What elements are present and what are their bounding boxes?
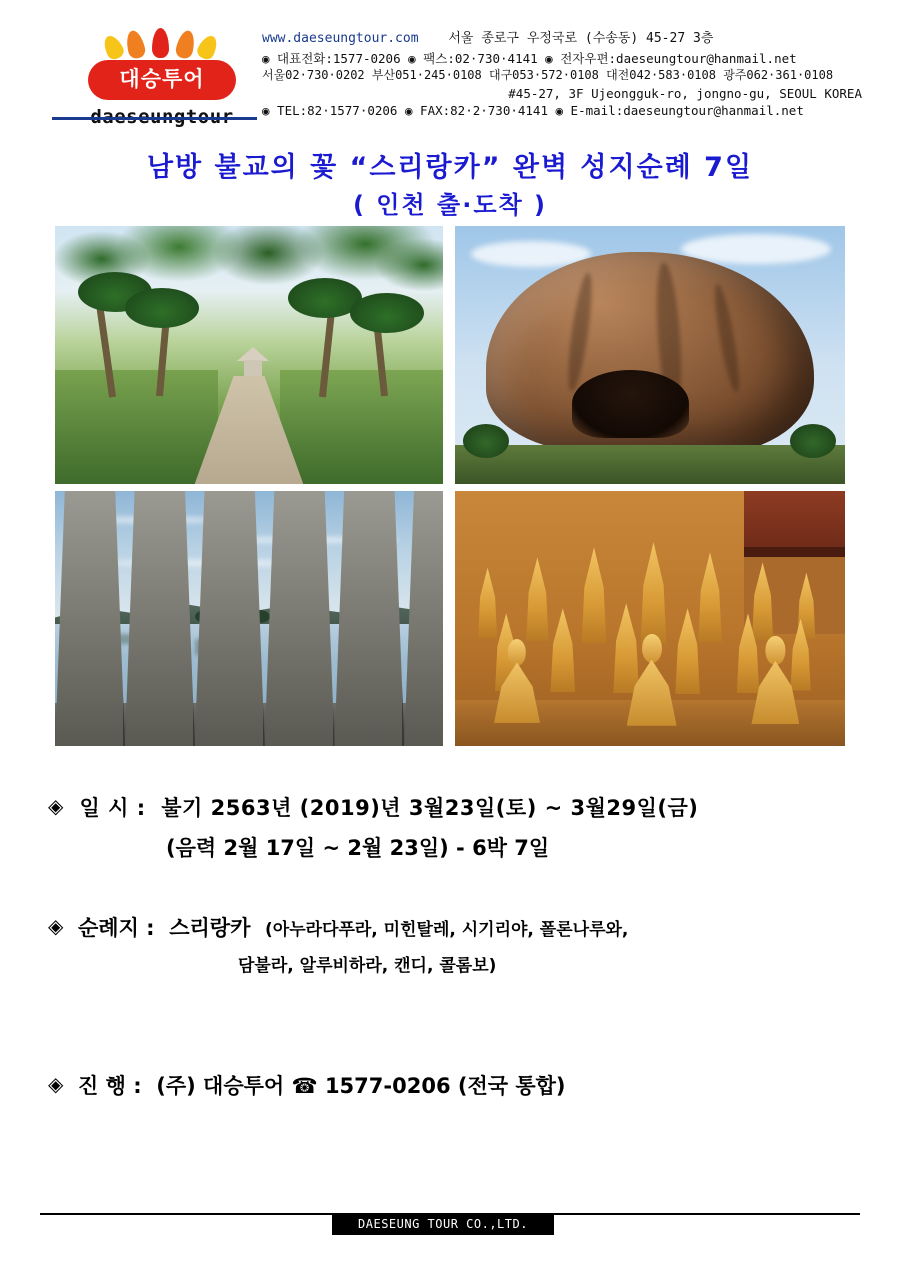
footer-company-badge: DAESEUNG TOUR CO.,LTD. bbox=[332, 1213, 554, 1235]
diamond-bullet-icon: ◈ bbox=[48, 914, 64, 938]
destination-line2: 담불라, 알루비하라, 캔디, 콜롬보) bbox=[238, 956, 497, 976]
flame-logo-icon bbox=[102, 28, 222, 58]
destination-label: 순례지 : bbox=[78, 916, 155, 940]
schedule-line1: 불기 2563년 (2019)년 3월23일(토) ~ 3월29일(금) bbox=[161, 796, 699, 820]
schedule-label: 일 시 : bbox=[79, 796, 146, 820]
destination-line1: (아누라다푸라, 미힌탈레, 시기리야, 폴론나루와, bbox=[265, 920, 629, 940]
golden-buddha-statues-photo bbox=[455, 491, 845, 746]
address-korean: 서울 종로구 우정국로 (수송동) 45-27 3층 bbox=[448, 31, 714, 46]
diamond-bullet-icon: ◈ bbox=[48, 794, 64, 818]
organizer-row bbox=[48, 1070, 878, 1100]
tel-fax-mail-line: ◉ TEL:82·1577·0206 ◉ FAX:82·2·730·4141 ◉ E-mail:daeseungtour@hanmail.net bbox=[262, 103, 804, 118]
lake-at-dawn-photo bbox=[55, 491, 443, 746]
photo-grid bbox=[55, 226, 845, 746]
organizer-value: (주) 대승투어 ☎ 1577-0206 (전국 통합) bbox=[156, 1074, 566, 1098]
website-url[interactable]: www.daeseungtour.com bbox=[262, 31, 419, 46]
branch-phones-line: 서울02·730·0202 부산051·245·0108 대구053·572·0108 대전042·583·0108 광주062·361·0108 bbox=[262, 68, 834, 82]
schedule-row bbox=[48, 792, 868, 862]
contact-block bbox=[262, 30, 862, 120]
address-english: #45-27, 3F Ujeongguk-ro, jongno-gu, SEOUL KOREA bbox=[508, 85, 862, 101]
rep-phone-line: ◉ 대표전화:1577-0206 ◉ 팩스:02·730·4141 ◉ 전자우편:daeseungtour@hanmail.net bbox=[262, 50, 797, 66]
organizer-label: 진 행 : bbox=[78, 1074, 142, 1098]
logo-underline bbox=[52, 117, 257, 120]
title-sub: ( 인천 출·도착 ) bbox=[352, 191, 548, 219]
sigiriya-rock-photo bbox=[455, 226, 845, 484]
logo-pill-label: 대승투어 bbox=[88, 60, 236, 100]
diamond-bullet-icon: ◈ bbox=[48, 1072, 64, 1096]
destination-row bbox=[48, 912, 878, 976]
document-header bbox=[0, 0, 900, 142]
title-main: 남방 불교의 꽃 “스리랑카” 완벽 성지순례 7일 bbox=[146, 152, 754, 183]
page-title bbox=[0, 150, 900, 222]
schedule-line2: (음력 2월 17일 ~ 2월 23일) - 6박 7일 bbox=[166, 836, 550, 860]
destination-country: 스리랑카 bbox=[169, 916, 251, 940]
botanical-garden-photo bbox=[55, 226, 443, 484]
